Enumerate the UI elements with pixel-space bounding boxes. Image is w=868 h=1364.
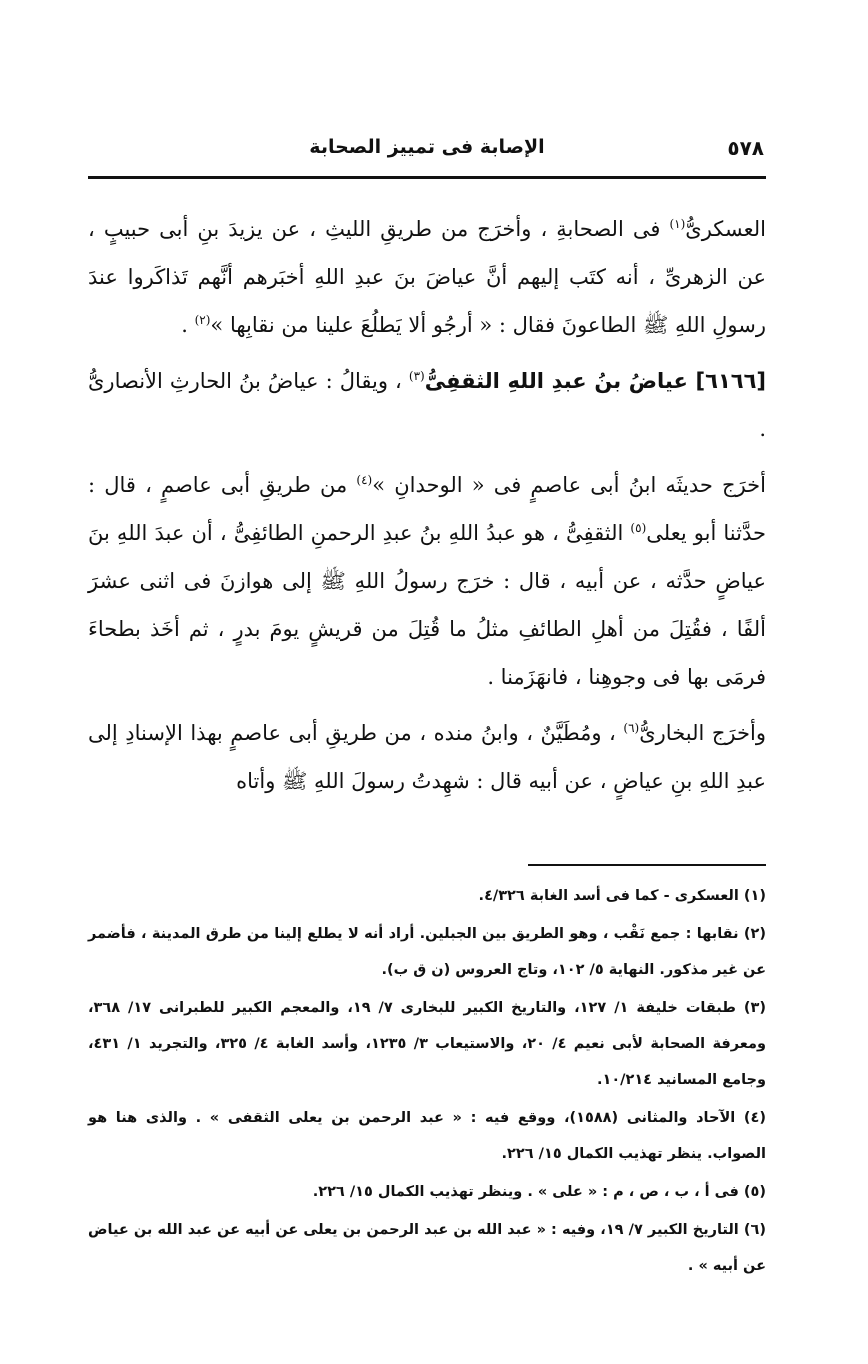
footnote-ref: (٢) <box>194 313 211 327</box>
entry-paragraph <box>88 357 766 453</box>
footnote: (٥) فى أ ، ب ، ص ، م : « على » . وينظر تهذيب الكمال ١٥/ ٢٢٦. <box>312 1184 766 1200</box>
page-header <box>88 130 766 170</box>
text-run: من طريقِ أبى عاصمٍ ، قال : حدَّثنا أبو يعلى <box>88 473 766 545</box>
text-run: أخرَج حديثَه ابنُ أبى عاصمٍ فى « الوحدانِ » <box>372 473 766 497</box>
page-number: ٥٧٨ <box>727 136 764 160</box>
paragraph <box>88 461 766 701</box>
text-run: فى الصحابةِ ، وأخرَج من طريقِ الليثِ ، عن يزيدَ بنِ أبى حبيبٍ ، عن الزهرىِّ ، أنه كتَب إليهم أنَّ عياضَ بنَ عبدِ اللهِ أخبَرهم أنَّهم تَذاكَروا عندَ رسولِ اللهِ ﷺ الطاعونَ فقال : « أرجُو ألا يَطلُعَ علينا من نقابِها » <box>88 217 766 337</box>
footnote: (٢) نقابها : جمع نَقْب ، وهو الطريق بين الجبلين. أراد أنه لا يطلع إلينا من طرق المدينة ، فأضمر عن غير مذكور. النهاية ٥/ ١٠٢، وتاج العروس (ن ق ب). <box>88 926 766 978</box>
footnote-rule <box>528 864 766 866</box>
main-text <box>88 205 766 813</box>
footnote: (٦) التاريخ الكبير ٧/ ١٩، وفيه : « عبد الله بن عبد الرحمن بن يعلى عن أبيه عن عبد الله بن عياض عن أبيه » . <box>88 1222 767 1274</box>
footnote-ref: (١) <box>669 217 686 231</box>
entry-heading: [٦١٦٦] عياضُ بنُ عبدِ اللهِ الثقفِىُّ <box>424 369 767 393</box>
paragraph <box>88 709 766 805</box>
footnote: (٤) الآحاد والمثانى (١٥٨٨)، ووقع فيه : « عبد الرحمن بن يعلى الثقفى » . والذى هنا هو الصواب. ينظر تهذيب الكمال ١٥/ ٢٢٦. <box>88 1110 766 1162</box>
text-run: . <box>181 313 195 337</box>
text-run: ، ومُطَيَّنٌ ، وابنُ منده ، من طريقِ أبى عاصمٍ بهذا الإسنادِ إلى عبدِ اللهِ بنِ عياضٍ ، عن أبيه قال : شهِدتُ رسولَ اللهِ ﷺ وأتاه <box>88 721 766 793</box>
footnote-ref: (٤) <box>356 473 373 487</box>
text-run: ، ويقالُ : عياضُ بنُ الحارثِ الأنصارىُّ . <box>88 369 766 441</box>
footnote-ref: (٦) <box>623 721 640 735</box>
paragraph <box>88 205 766 349</box>
footnote: (١) العسكرى - كما فى أسد الغابة ٤/٣٢٦. <box>478 888 766 904</box>
footnote-ref: (٣) <box>408 369 425 383</box>
footnote: (٣) طبقات خليفة ١/ ١٢٧، والتاريخ الكبير للبخارى ٧/ ١٩، والمعجم الكبير للطبرانى ١٧/ ٣٦٨، ومعرفة الصحابة لأبى نعيم ٤/ ٢٠، والاستيعاب ٣/ ١٢٣٥، وأسد الغابة ٤/ ٣٢٥، والتجريد ١/ ٤٣١، وجامع المسانيد ١٠/٢١٤. <box>88 1000 766 1088</box>
running-title: الإصابة فى تمييز الصحابة <box>309 136 545 158</box>
footnotes <box>88 878 766 1286</box>
text-run: الثقفِىُّ ، هو عبدُ اللهِ بنُ عبدِ الرحمنِ الطائفِىُّ ، أن عبدَ اللهِ بنَ عياضٍ حدَّثه ، عن أبيه ، قال : خرَج رسولُ اللهِ ﷺ إلى هوازنَ فى اثنى عشرَ ألفًا ، فقُتِلَ من أهلِ الطائفِ مثلُ ما قُتِلَ من قريشٍ يومَ بدرٍ ، ثم أخَذ بطحاءَ فرمَى بها فى وجوهِنا ، فانهَزَمنا . <box>88 521 766 689</box>
text-run: العسكرىُّ <box>685 217 766 241</box>
text-run: وأخرَج البخارىُّ <box>639 721 766 745</box>
header-rule <box>88 176 766 179</box>
footnote-ref: (٥) <box>630 521 647 535</box>
